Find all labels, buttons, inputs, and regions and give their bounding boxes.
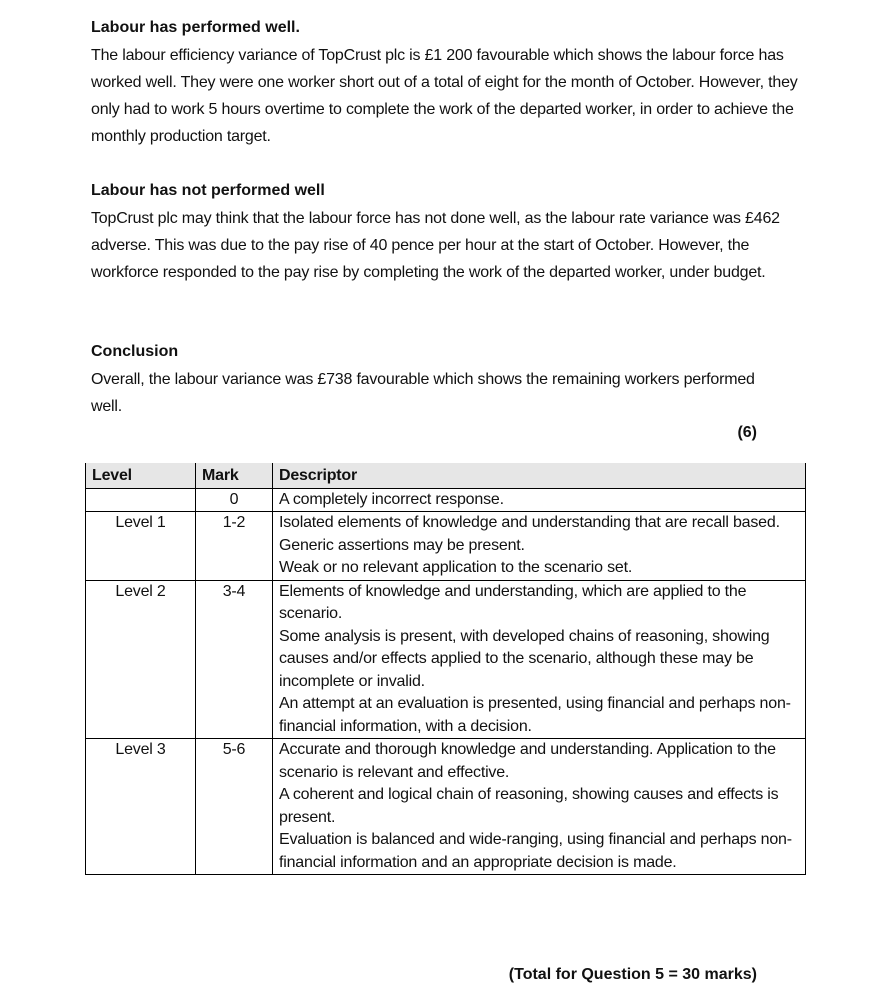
- mark-cell: 3-4: [196, 580, 273, 739]
- descriptor-line: Evaluation is balanced and wide-ranging, using financial and perhaps non-financial information and an appropriate decision is made.: [279, 831, 792, 871]
- mark-cell: 5-6: [196, 739, 273, 875]
- descriptor-line: An attempt at an evaluation is presented, using financial and perhaps non-financial information, with a decision.: [279, 695, 791, 735]
- descriptor-line: Generic assertions may be present.: [279, 536, 525, 554]
- section-body: TopCrust plc may think that the labour force has not done well, as the labour rate variance was £462 adverse. This was due to the pay rise of 40 pence per hour at the start of October. However, the workforce responded to the pay rise by completing the work of the departed worker, under budget.: [91, 210, 780, 281]
- mark-cell: 1-2: [196, 512, 273, 581]
- level-cell: Level 1: [86, 512, 196, 581]
- header-level: Level: [86, 463, 196, 488]
- descriptor-line: Accurate and thorough knowledge and understanding. Application to the scenario is relevant and effective.: [279, 741, 776, 781]
- mark-cell: 0: [196, 488, 273, 512]
- descriptor-line: Some analysis is present, with developed chains of reasoning, showing causes and/or effects applied to the scenario, although these may be incomplete or invalid.: [279, 627, 770, 690]
- descriptor-cell: [273, 739, 806, 875]
- table-row: [86, 488, 806, 512]
- table-header-row: [86, 463, 806, 488]
- section-not-performed-well: [91, 181, 811, 286]
- header-mark: Mark: [196, 463, 273, 488]
- level-cell: Level 3: [86, 739, 196, 875]
- section-body: The labour efficiency variance of TopCrust plc is £1 200 favourable which shows the labour force has worked well. They were one worker short out of a total of eight for the month of October. However, they only had to work 5 hours overtime to complete the work of the departed worker, in order to achieve the monthly production target.: [91, 47, 798, 145]
- descriptor-line: Elements of knowledge and understanding, which are applied to the scenario.: [279, 582, 747, 622]
- descriptor-line: A completely incorrect response.: [279, 490, 504, 508]
- table-row: [86, 580, 806, 739]
- section-body: Overall, the labour variance was £738 favourable which shows the remaining workers performed well.: [91, 371, 755, 415]
- level-cell: [86, 488, 196, 512]
- mark-scheme-table: [85, 463, 806, 875]
- header-descriptor: Descriptor: [273, 463, 806, 488]
- section-performed-well: [91, 18, 811, 150]
- question-total: (Total for Question 5 = 30 marks): [508, 966, 757, 983]
- section-heading: Labour has not performed well: [91, 182, 325, 199]
- section-conclusion: [91, 342, 811, 420]
- descriptor-cell: [273, 488, 806, 512]
- descriptor-cell: [273, 512, 806, 581]
- descriptor-line: A coherent and logical chain of reasoning, showing causes and effects is present.: [279, 786, 779, 826]
- descriptor-line: Isolated elements of knowledge and understanding that are recall based.: [279, 514, 780, 531]
- table-row: [86, 739, 806, 875]
- section-heading: Conclusion: [91, 343, 179, 360]
- marks-label: (6): [737, 424, 757, 441]
- descriptor-cell: [273, 580, 806, 739]
- level-cell: Level 2: [86, 580, 196, 739]
- descriptor-line: Weak or no relevant application to the scenario set.: [279, 559, 633, 576]
- section-heading: Labour has performed well.: [91, 19, 300, 36]
- table-row: [86, 512, 806, 581]
